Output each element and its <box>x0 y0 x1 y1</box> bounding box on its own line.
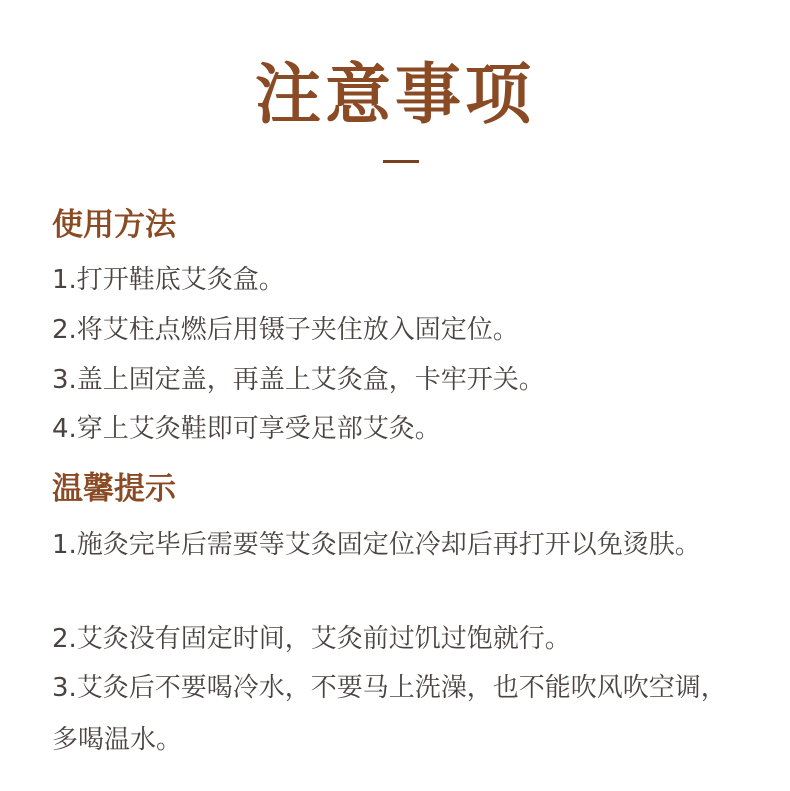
section-heading-usage: 使用方法 <box>52 207 176 243</box>
tip-3: 3.艾灸后不要喝冷水，不要马上洗澡，也不能吹风吹空调，多喝温水。 <box>52 673 727 755</box>
page-title: 注意事项 <box>255 55 535 133</box>
title-divider <box>383 160 419 163</box>
usage-step-2: 2.将艾柱点燃后用镊子夹住放入固定位。 <box>52 315 519 345</box>
usage-step-3: 3.盖上固定盖，再盖上艾灸盒，卡牢开关。 <box>52 365 545 395</box>
usage-step-1: 1.打开鞋底艾灸盒。 <box>52 265 285 295</box>
tip-2: 2.艾灸没有固定时间，艾灸前过饥过饱就行。 <box>52 624 571 654</box>
tip-1: 1.施灸完毕后需要等艾灸固定位冷却后再打开以免烫肤。 <box>52 530 701 560</box>
usage-step-4: 4.穿上艾灸鞋即可享受足部艾灸。 <box>52 414 441 444</box>
section-heading-tips: 温馨提示 <box>52 471 176 507</box>
